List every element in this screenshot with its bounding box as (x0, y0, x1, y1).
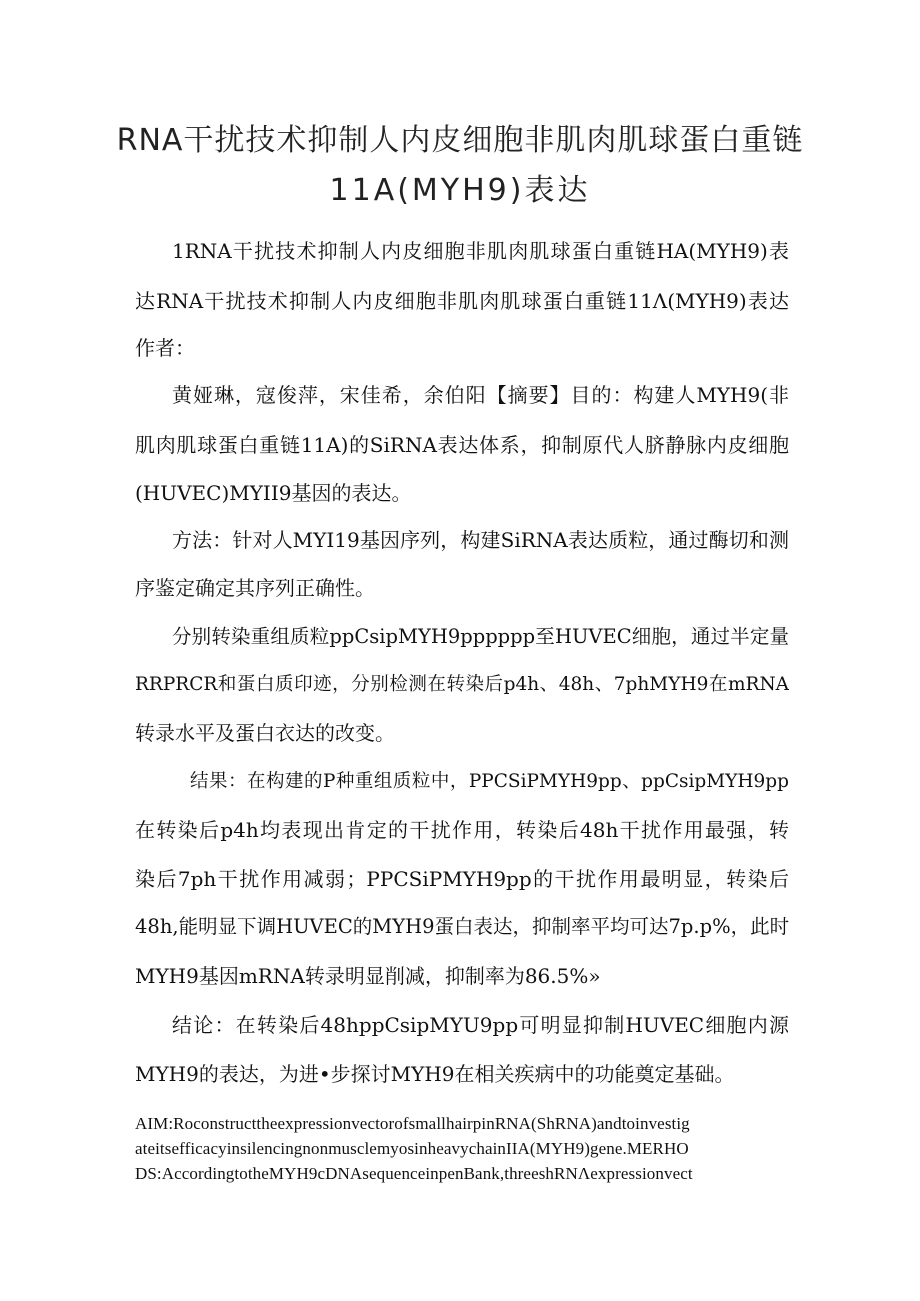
conclusion-line-2: MYH9的表达，为进•步探讨MYH9在相关疾病中的功能奠定基础。 (135, 1062, 735, 1086)
methods-line-2: 序鉴定确定其序列正确性。 (135, 576, 375, 600)
results-line-4: 48h,能明显下调HUVEC的MYH9蛋白表达，抑制率平均可达7p.p%，此时 (135, 915, 789, 938)
english-abstract-line-3: DS:AccordingtotheMYH9cDNAsequenceinpenBank,threeshRNΛexpressionvect (135, 1164, 693, 1183)
transfection-line-2: RRPRCR和蛋白质印迹，分别检测在转染后p4h、48h、7phMYH9在mRNA (135, 674, 789, 695)
authors-line-1: 黄娅琳，寇俊萍，宋佳希，余伯阳【摘要】目的：构建人MYH9(非 (172, 383, 789, 407)
conclusion-line-1: 结论：在转染后48hppCsipMYU9pp可明显抑制HUVEC细胞内源 (172, 1013, 789, 1037)
transfection-line-1: 分别转染重组质粒ppCsipMYH9pppppp至HUVEC细胞，通过半定量 (172, 625, 789, 648)
results-line-5: MYH9基因mRNA转录明显削减，抑制率为86.5%» (135, 964, 601, 988)
intro-line-1: 1RNA干扰技术抑制人内皮细胞非肌肉肌球蛋白重链HA(MYH9)表 (172, 239, 789, 263)
intro-line-2: 达RNA干扰技术抑制人内皮细胞非肌肉肌球蛋白重链11Λ(MYH9)表达 (135, 289, 789, 313)
results-line-1: 结果：在构建的P种重组质粒中，PPCSiPMYH9pp、ppCsipMYH9pp (190, 771, 789, 792)
transfection-line-3: 转录水平及蛋白衣达的改变。 (135, 721, 395, 745)
results-line-3: 染后7ph干扰作用减弱；PPCSiPMYH9pp的干扰作用最明显，转染后 (135, 867, 789, 891)
document-title-line-2: 11A(MYH9)表达 (329, 173, 591, 208)
methods-line-1: 方法：针对人MYI19基因序列，构建SiRNA表达质粒，通过酶切和测 (172, 528, 789, 552)
authors-line-2: 肌肉肌球蛋白重链11A)的SiRNA表达体系，抑制原代人脐静脉内皮细胞 (135, 433, 789, 457)
document-title-line-1: RNA干扰技术抑制人内皮细胞非肌肉肌球蛋白重链 (116, 123, 804, 158)
intro-line-3: 作者： (135, 336, 195, 360)
english-abstract-line-1: AIM:RoconstructtheexpressionvectorofsmallhairpinRNA(ShRNA)andtoinvestig (135, 1114, 690, 1133)
authors-line-3: (HUVEC)MYII9基因的表达。 (135, 481, 412, 505)
results-line-2: 在转染后p4h均表现出肯定的干扰作用，转染后48h干扰作用最强，转 (135, 818, 789, 842)
english-abstract-line-2: ateitsefficacyinsilencingnonmusclemyosinheavychainIIA(MYH9)gene.MERHO (135, 1139, 689, 1158)
